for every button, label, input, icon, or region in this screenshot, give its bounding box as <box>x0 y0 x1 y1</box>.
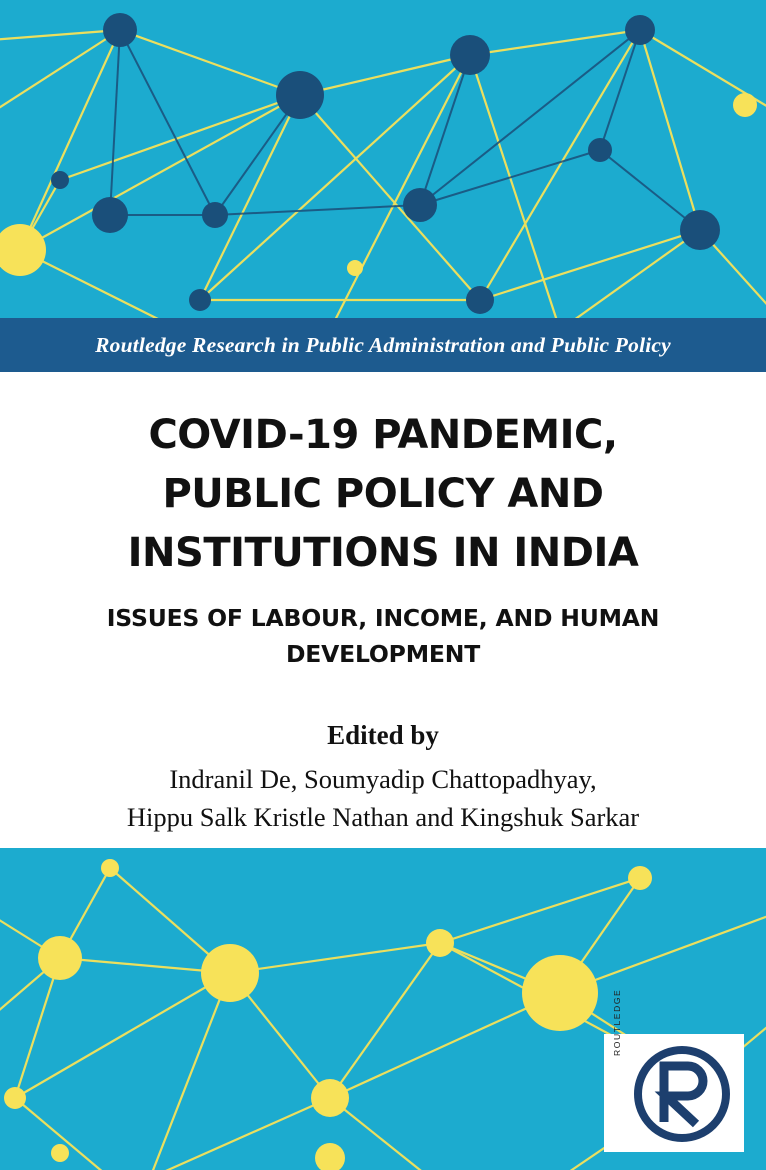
series-title: Routledge Research in Public Administration and Public Policy <box>95 332 671 357</box>
edited-by-label: Edited by <box>327 720 439 750</box>
title-line-2: PUBLIC POLICY AND <box>162 471 604 517</box>
routledge-logo-icon <box>604 1034 744 1152</box>
editor-names <box>0 760 766 836</box>
subtitle-line-2: DEVELOPMENT <box>285 640 481 668</box>
publisher-name-vertical: ROUTLEDGE <box>612 988 622 1056</box>
title-line-3: INSTITUTIONS IN INDIA <box>127 530 639 576</box>
editor-line-1: Indranil De, Soumyadip Chattopadhyay, <box>169 764 597 794</box>
network-graph-illustration-bottom <box>0 848 766 1170</box>
editor-line-2: Hippu Salk Kristle Nathan and Kingshuk Sarkar <box>126 802 640 832</box>
publisher-logo <box>604 988 744 1152</box>
top-network-svg <box>0 0 766 318</box>
series-band <box>0 318 766 372</box>
subtitle-line-1: ISSUES OF LABOUR, INCOME, AND HUMAN <box>106 604 660 632</box>
page-title <box>0 406 766 583</box>
cover-text-area <box>0 372 766 848</box>
title-line-1: COVID-19 PANDEMIC, <box>148 412 618 458</box>
page-subtitle <box>0 600 766 672</box>
network-graph-illustration-top <box>0 0 766 318</box>
